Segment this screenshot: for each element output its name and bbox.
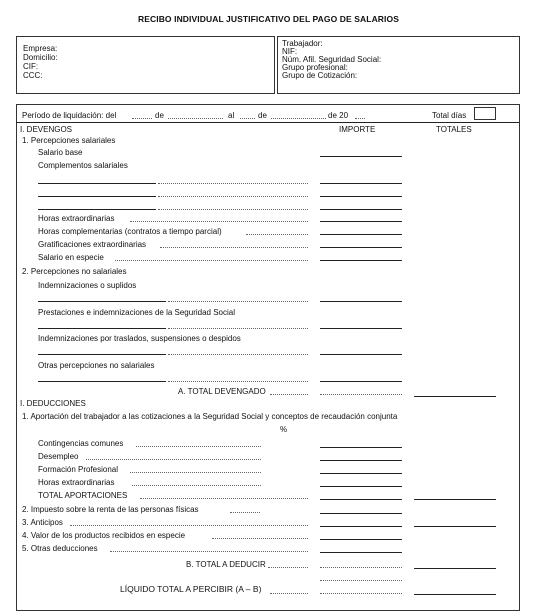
- period-de-2: de: [258, 111, 267, 120]
- worker-label: Trabajador:: [282, 39, 323, 48]
- indemn-dots: [168, 301, 308, 302]
- total-aport-totales-line[interactable]: [414, 499, 496, 500]
- horas-comp: Horas complementarias (contratos a tiempo parcial): [38, 227, 222, 236]
- irpf: 2. Impuesto sobre la renta de las personas físicas: [22, 505, 199, 514]
- period-year: de 20: [328, 111, 349, 120]
- irpf-line[interactable]: [320, 513, 402, 514]
- percent-label: %: [280, 425, 288, 434]
- comp-name-line-3[interactable]: [38, 209, 156, 210]
- extra-dots: [320, 580, 402, 581]
- period-de-1: de: [155, 111, 164, 120]
- anticipos-dots: [70, 525, 308, 526]
- total-devengado-line[interactable]: [414, 396, 496, 397]
- total-days-label: Total días: [432, 111, 467, 120]
- trasl-dots: [168, 354, 308, 355]
- salario-especie: Salario en especie: [38, 253, 104, 262]
- gratificaciones-dots: [160, 247, 308, 248]
- professional-group-label: Grupo profesional:: [282, 63, 348, 72]
- complementos: Complementos salariales: [38, 161, 128, 170]
- period-year-blank: [355, 118, 365, 119]
- period-day-from: [132, 118, 152, 119]
- contingencias: Contingencias comunes: [38, 439, 124, 448]
- otras-ded-line[interactable]: [320, 552, 402, 553]
- liquido-dots: [270, 593, 308, 594]
- total-devengado: A. TOTAL DEVENGADO: [178, 387, 266, 396]
- gratificaciones: Gratificaciones extraordinarias: [38, 240, 147, 249]
- horas-extra-ded-line[interactable]: [320, 486, 402, 487]
- ccc-label: CCC:: [23, 71, 43, 80]
- total-devengado-importe-dots: [320, 394, 402, 395]
- horas-extra-ded: Horas extraordinarias: [38, 478, 115, 487]
- nif-label: NIF:: [282, 47, 298, 56]
- period-month-from: [168, 118, 223, 119]
- salario-base: Salario base: [38, 148, 83, 157]
- especie-dots: [115, 260, 308, 261]
- trasl-amount-line[interactable]: [320, 354, 402, 355]
- trasl-name-line[interactable]: [38, 354, 166, 355]
- formacion-line[interactable]: [320, 473, 402, 474]
- desempleo: Desempleo: [38, 452, 79, 461]
- ss-number-label: Núm. Afil. Seguridad Social:: [282, 55, 382, 64]
- desempleo-dots: [86, 459, 261, 460]
- productos-especie: 4. Valor de los productos recibidos en especie: [22, 531, 186, 540]
- total-deducir-line[interactable]: [414, 568, 496, 569]
- percepciones-salariales: 1. Percepciones salariales: [22, 136, 116, 145]
- total-aport-importe-line[interactable]: [320, 499, 402, 500]
- aportacion: 1. Aportación del trabajador a las cotizaciones a la Seguridad Social y conceptos de recaudación conjunta: [22, 412, 398, 421]
- traslados: Indemnizaciones por traslados, suspensiones o despidos: [38, 334, 241, 343]
- comp-amount-line-2[interactable]: [320, 196, 402, 197]
- productos-line[interactable]: [320, 539, 402, 540]
- otras-amount-line[interactable]: [320, 381, 402, 382]
- liquido-line[interactable]: [414, 594, 496, 595]
- period-divider: [16, 122, 519, 123]
- cif-label: CIF:: [23, 62, 39, 71]
- liquido-importe-dots: [320, 593, 402, 594]
- total-devengado-dots: [270, 394, 308, 395]
- horas-extra-dots: [130, 221, 308, 222]
- formacion-dots: [130, 472, 261, 473]
- salario-base-line[interactable]: [320, 156, 402, 157]
- horas-extra-ded-dots: [132, 485, 261, 486]
- horas-comp-dots: [246, 234, 308, 235]
- percepciones-no-salariales: 2. Percepciones no salariales: [22, 267, 127, 276]
- anticipos-totales-line[interactable]: [414, 526, 496, 527]
- col-totales: TOTALES: [436, 125, 472, 134]
- col-importe: IMPORTE: [339, 125, 376, 134]
- contingencias-line[interactable]: [320, 447, 402, 448]
- formacion: Formación Profesional: [38, 465, 119, 474]
- devengos-heading: I. DEVENGOS: [20, 125, 73, 134]
- otras-dots: [168, 381, 308, 382]
- anticipos-importe-line[interactable]: [320, 526, 402, 527]
- otras-percepciones: Otras percepciones no salariales: [38, 361, 155, 370]
- contingencias-dots: [136, 446, 261, 447]
- address-label: Domicilio:: [23, 53, 58, 62]
- prestaciones: Prestaciones e indemnizaciones de la Seguridad Social: [38, 308, 236, 317]
- prest-dots: [168, 328, 308, 329]
- comp-name-line-2[interactable]: [38, 196, 156, 197]
- period-al: al: [228, 111, 235, 120]
- total-deducir-dots: [268, 567, 308, 568]
- comp-dots-3: [158, 209, 308, 210]
- otras-ded-dots: [110, 551, 308, 552]
- otras-name-line[interactable]: [38, 381, 166, 382]
- deducciones-heading: I. DEDUCCIONES: [20, 399, 86, 408]
- liquido-total: LÍQUIDO TOTAL A PERCIBIR (A – B): [120, 584, 262, 594]
- contribution-group-label: Grupo de Cotización:: [282, 71, 358, 80]
- prest-amount-line[interactable]: [320, 328, 402, 329]
- horas-comp-line[interactable]: [320, 234, 402, 235]
- indemn-name-line[interactable]: [38, 301, 166, 302]
- irpf-dots: [230, 512, 260, 513]
- horas-extra-line[interactable]: [320, 221, 402, 222]
- period-month-to: [271, 118, 326, 119]
- document-title: RECIBO INDIVIDUAL JUSTIFICATIVO DEL PAGO DE SALARIOS: [137, 14, 399, 24]
- desempleo-line[interactable]: [320, 460, 402, 461]
- indemnizaciones: Indemnizaciones o suplidos: [38, 281, 137, 290]
- company-label: Empresa:: [23, 44, 58, 53]
- comp-dots-1: [158, 183, 308, 184]
- comp-dots-2: [158, 196, 308, 197]
- comp-amount-line-3[interactable]: [320, 209, 402, 210]
- productos-dots: [212, 538, 308, 539]
- period-day-to: [240, 118, 255, 119]
- total-aport-dots: [140, 498, 308, 499]
- total-deducir-importe-dots: [320, 567, 402, 568]
- total-deducir: B. TOTAL A DEDUCIR: [186, 560, 266, 569]
- especie-line[interactable]: [320, 260, 402, 261]
- otras-deducciones: 5. Otras deducciones: [22, 544, 98, 553]
- comp-amount-line-1[interactable]: [320, 183, 402, 184]
- horas-extra: Horas extraordinarias: [38, 214, 115, 223]
- prest-name-line[interactable]: [38, 328, 166, 329]
- period-label: Período de liquidación: del: [22, 111, 117, 120]
- anticipos: 3. Anticipos: [22, 518, 63, 527]
- total-days-box[interactable]: [474, 107, 496, 120]
- gratificaciones-line[interactable]: [320, 247, 402, 248]
- total-aportaciones: TOTAL APORTACIONES: [38, 491, 128, 500]
- indemn-amount-line[interactable]: [320, 301, 402, 302]
- comp-name-line-1[interactable]: [38, 183, 156, 184]
